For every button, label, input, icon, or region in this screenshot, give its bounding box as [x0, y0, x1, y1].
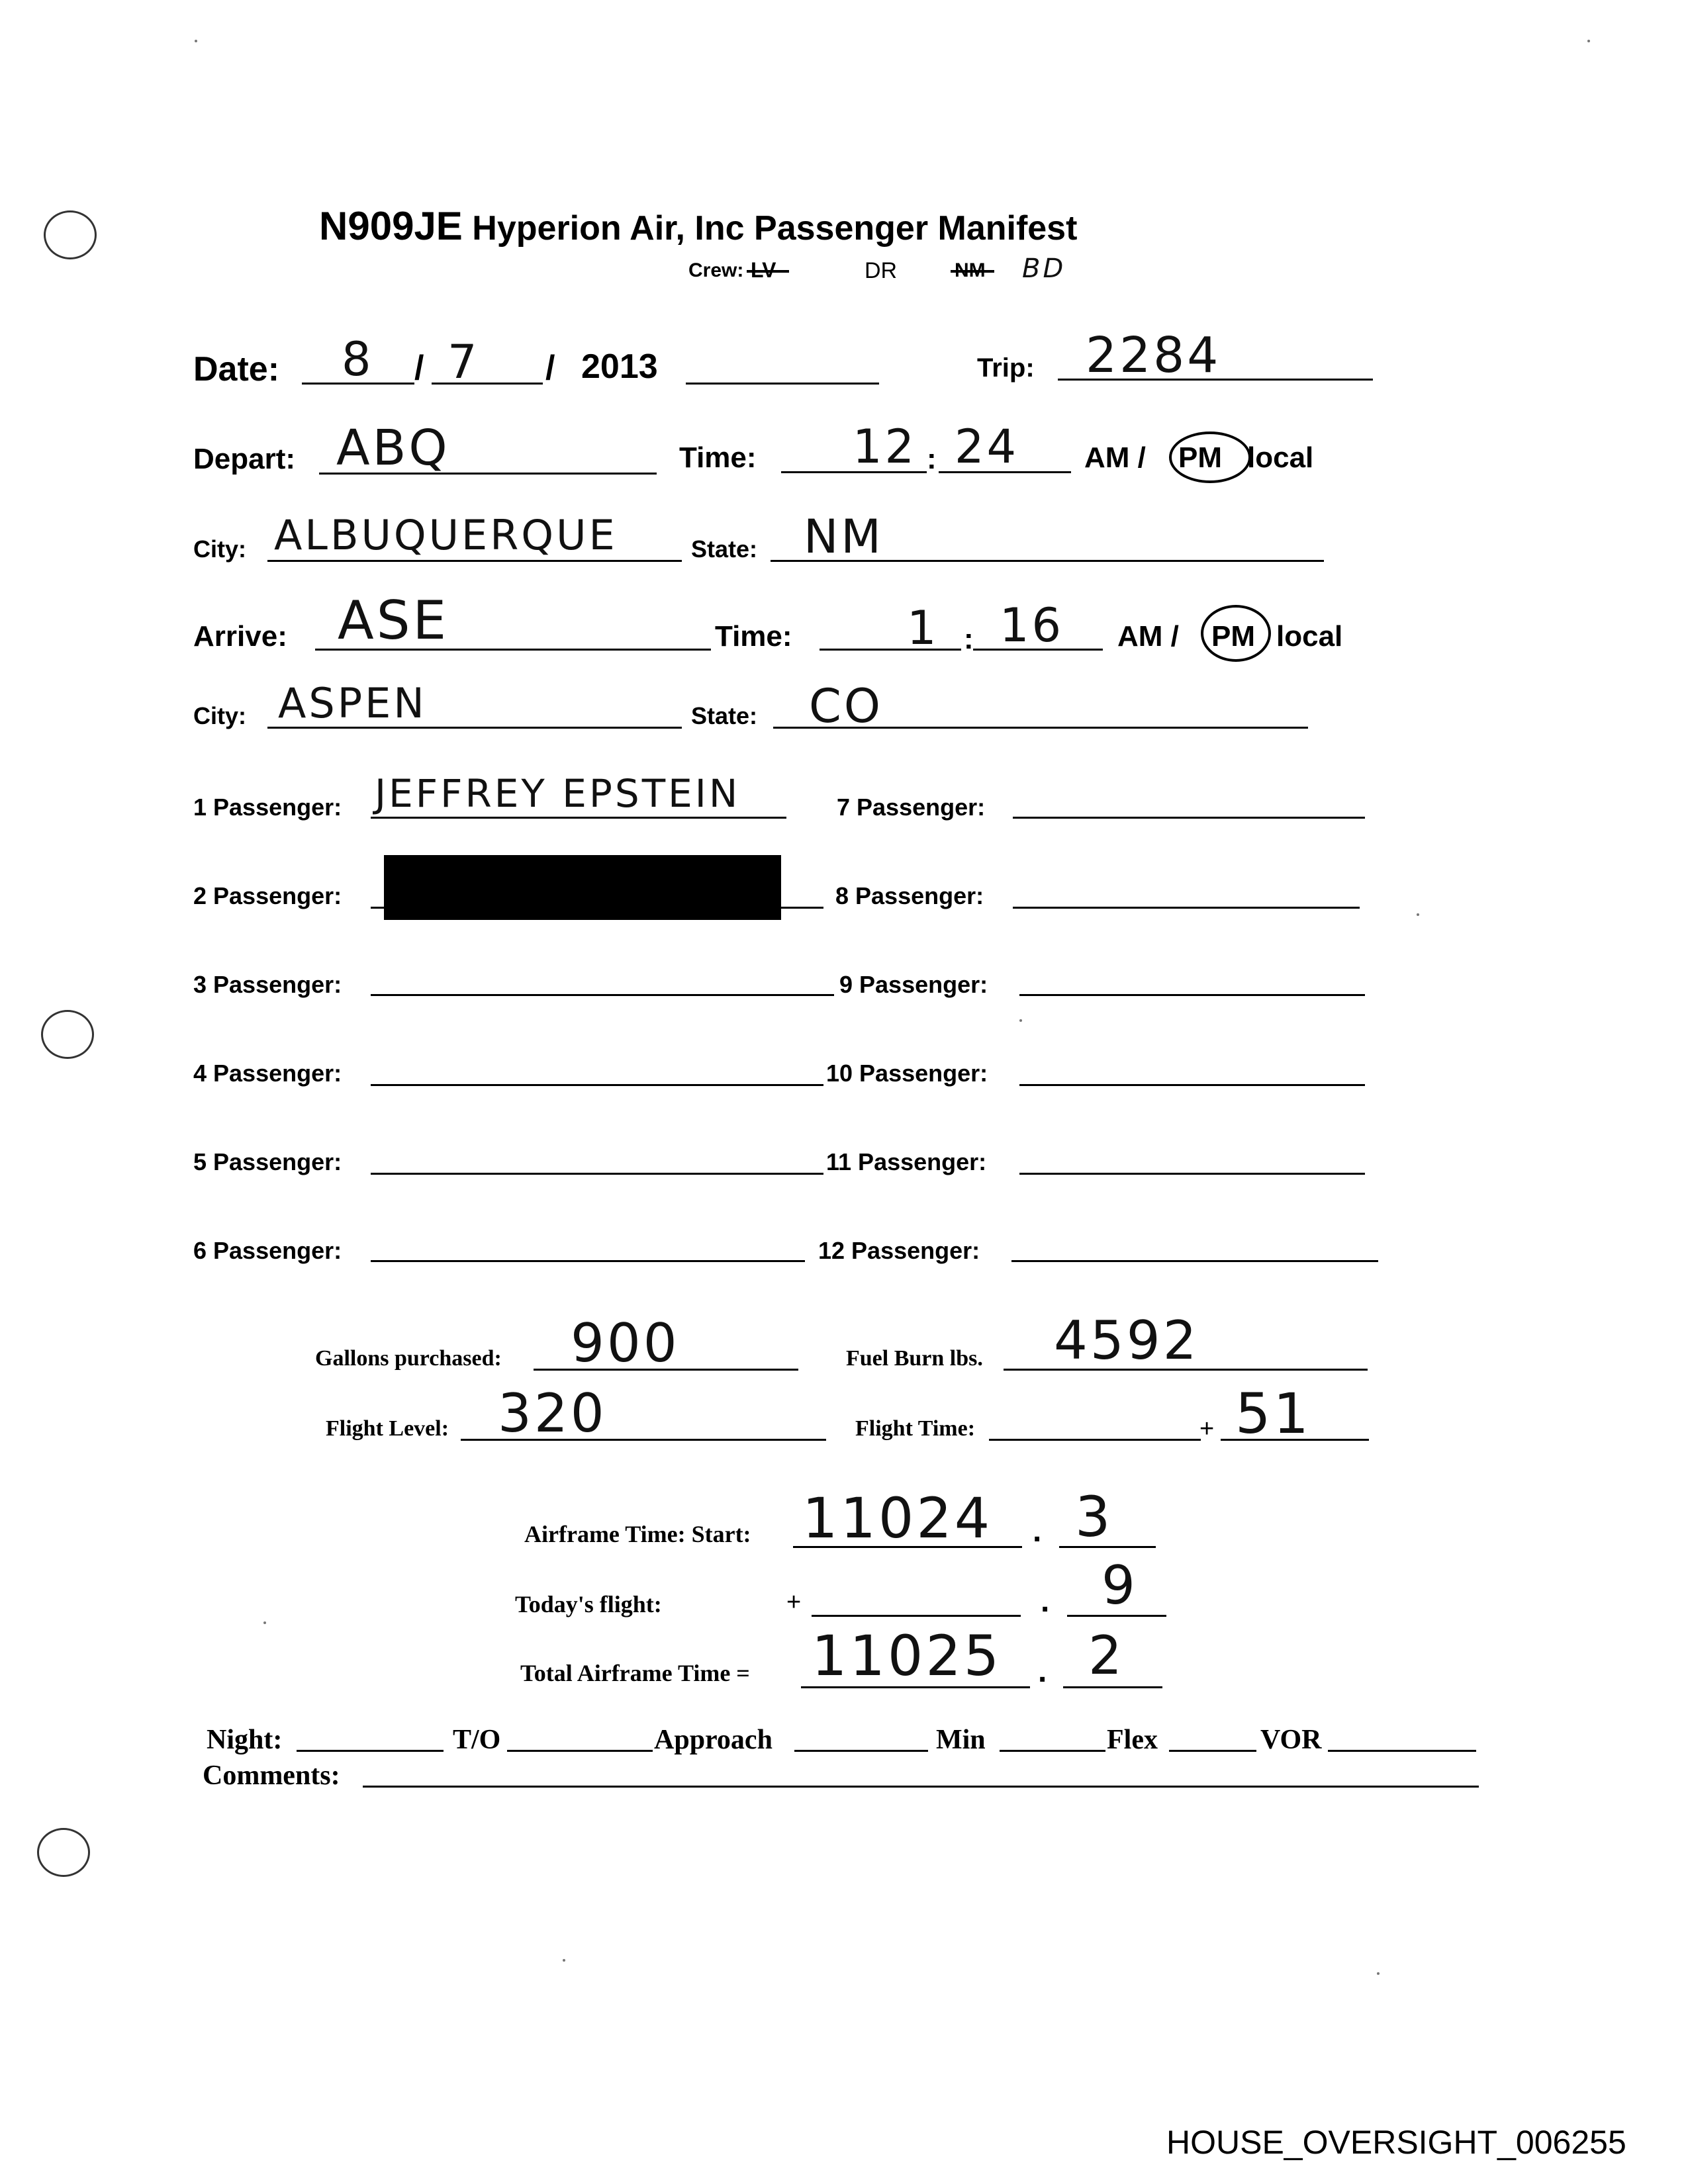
passenger-10-line — [1019, 1084, 1365, 1086]
binder-hole-top — [44, 210, 97, 259]
depart-label: Depart: — [193, 443, 296, 475]
arrive-pm-selected-circle — [1201, 605, 1271, 662]
passenger-7-label: 7 Passenger: — [837, 794, 986, 821]
arrive-hour-line — [820, 649, 961, 651]
arrive-time-colon: : — [964, 623, 974, 655]
passenger-3-label: 3 Passenger: — [193, 971, 342, 998]
depart-city-value: ALBUQUERQUE — [274, 511, 618, 559]
crew-member-dr: DR — [865, 258, 898, 283]
todays-flight-dot: . — [1041, 1584, 1050, 1619]
todays-flight-plus: + — [786, 1588, 802, 1616]
date-label: Date: — [193, 350, 280, 388]
total-airframe-whole-value: 11025 — [812, 1623, 1002, 1688]
total-airframe-label: Total Airframe Time = — [520, 1660, 750, 1686]
flight-time-plus: + — [1199, 1415, 1215, 1443]
arrive-label: Arrive: — [193, 620, 287, 653]
crew-member-lv-strikethrough — [747, 270, 789, 273]
aircraft-tail-number: N909JE — [319, 204, 463, 248]
todays-flight-frac-value: 9 — [1102, 1555, 1138, 1616]
arrive-city-label: City: — [193, 702, 246, 729]
scan-speck — [1417, 913, 1419, 916]
flight-level-value: 320 — [498, 1383, 607, 1444]
depart-minute-value: 24 — [955, 420, 1019, 474]
total-airframe-dot: . — [1038, 1654, 1047, 1689]
crew-member-nm-strikethrough — [951, 270, 994, 273]
depart-hour-value: 12 — [853, 420, 917, 474]
arrive-pm-option: PM — [1211, 620, 1255, 653]
total-airframe-frac-value: 2 — [1088, 1625, 1125, 1686]
airframe-start-frac-value: 3 — [1075, 1484, 1113, 1549]
trip-value: 2284 — [1086, 327, 1221, 384]
min-line — [1000, 1750, 1105, 1752]
passenger-5-label: 5 Passenger: — [193, 1148, 342, 1175]
depart-code-value: ABQ — [336, 420, 450, 477]
flight-level-label: Flight Level: — [326, 1416, 449, 1441]
date-year-value: 2013 — [581, 347, 658, 386]
arrive-time-label: Time: — [715, 620, 792, 653]
todays-flight-whole-line — [812, 1615, 1021, 1617]
depart-city-label: City: — [193, 535, 246, 563]
flight-time-value: 51 — [1235, 1381, 1311, 1446]
passenger-4-label: 4 Passenger: — [193, 1060, 342, 1087]
total-airframe-frac-line — [1063, 1686, 1162, 1688]
date-year-line — [686, 383, 879, 385]
fuel-burn-value: 4592 — [1054, 1310, 1199, 1371]
passenger-6-line — [371, 1260, 805, 1262]
crew-member-bd: BD — [1022, 253, 1066, 284]
depart-time-colon: : — [927, 443, 937, 475]
depart-pm-selected-circle — [1169, 432, 1251, 483]
airframe-start-whole-value: 11024 — [802, 1486, 993, 1551]
crew-label: Crew: — [688, 259, 744, 281]
airframe-start-label: Airframe Time: Start: — [524, 1521, 751, 1547]
passenger-2-label: 2 Passenger: — [193, 882, 342, 909]
depart-state-label: State: — [691, 535, 758, 563]
takeoff-label: T/O — [453, 1725, 501, 1755]
arrive-city-value: ASPEN — [278, 679, 427, 727]
scan-speck — [1377, 1972, 1380, 1975]
night-line — [297, 1750, 444, 1752]
gallons-purchased-label: Gallons purchased: — [315, 1346, 502, 1371]
arrive-am-option: AM / — [1117, 620, 1179, 653]
passenger-8-label: 8 Passenger: — [835, 882, 984, 909]
depart-local-label: local — [1247, 441, 1314, 474]
passenger-9-line — [1019, 994, 1365, 996]
arrive-hour-value: 1 — [907, 601, 939, 655]
passenger-11-label: 11 Passenger: — [826, 1148, 987, 1175]
binder-hole-bottom — [37, 1828, 90, 1877]
arrive-state-value: CO — [809, 679, 883, 733]
date-separator-2: / — [545, 349, 555, 387]
crew-member-lv: LV — [751, 258, 776, 282]
depart-time-label: Time: — [679, 441, 757, 474]
vor-label: VOR — [1260, 1725, 1322, 1755]
flex-label: Flex — [1107, 1725, 1158, 1755]
manifest-title — [319, 206, 1077, 246]
manifest-title-text: Hyperion Air, Inc Passenger Manifest — [472, 209, 1078, 248]
trip-label: Trip: — [977, 353, 1035, 383]
arrive-code-value: ASE — [338, 590, 449, 651]
passenger-3-line — [371, 994, 834, 996]
passenger-6-label: 6 Passenger: — [193, 1237, 342, 1264]
approach-label: Approach — [654, 1725, 773, 1755]
arrive-local-label: local — [1276, 620, 1343, 653]
depart-pm-option: PM — [1178, 441, 1222, 474]
passenger-1-label: 1 Passenger: — [193, 794, 342, 821]
binder-hole-middle — [41, 1010, 94, 1059]
comments-line — [363, 1786, 1479, 1788]
airframe-start-dot: . — [1033, 1514, 1042, 1549]
flight-time-label: Flight Time: — [855, 1416, 976, 1441]
depart-state-value: NM — [804, 510, 884, 564]
fuel-burn-label: Fuel Burn lbs. — [846, 1346, 983, 1371]
min-label: Min — [936, 1725, 986, 1755]
passenger-12-line — [1011, 1260, 1378, 1262]
document-control-number: HOUSE_OVERSIGHT_006255 — [1166, 2124, 1626, 2161]
flex-line — [1169, 1750, 1256, 1752]
passenger-10-label: 10 Passenger: — [826, 1060, 988, 1087]
passenger-7-line — [1013, 817, 1365, 819]
flight-time-line — [989, 1439, 1201, 1441]
scan-speck — [195, 40, 197, 42]
approach-line — [794, 1750, 928, 1752]
takeoff-line — [507, 1750, 653, 1752]
crew-member-nm: NM — [955, 259, 986, 281]
scan-speck — [1587, 40, 1590, 42]
todays-flight-label: Today's flight: — [515, 1591, 662, 1617]
passenger-12-label: 12 Passenger: — [818, 1237, 980, 1264]
passenger-11-line — [1019, 1173, 1365, 1175]
arrive-minute-value: 16 — [1000, 598, 1064, 653]
depart-am-option: AM / — [1084, 441, 1146, 474]
passenger-8-line — [1013, 907, 1360, 909]
night-label: Night: — [207, 1725, 283, 1755]
scan-speck — [1019, 1019, 1022, 1022]
passenger-5-line — [371, 1173, 823, 1175]
scan-speck — [563, 1959, 565, 1962]
passenger-4-line — [371, 1084, 823, 1086]
date-month-value: 8 — [342, 332, 374, 387]
passenger-1-value: JEFFREY EPSTEIN — [375, 771, 741, 816]
passenger-9-label: 9 Passenger: — [839, 971, 988, 998]
depart-city-line — [267, 560, 682, 562]
scan-speck — [263, 1621, 266, 1624]
arrive-state-label: State: — [691, 702, 758, 729]
passenger-1-line — [371, 817, 786, 819]
date-day-value: 7 — [447, 335, 480, 389]
comments-label: Comments: — [203, 1760, 340, 1791]
date-separator-1: / — [414, 349, 424, 387]
gallons-purchased-value: 900 — [571, 1312, 680, 1374]
vor-line — [1328, 1750, 1476, 1752]
passenger-2-redaction — [384, 855, 781, 920]
